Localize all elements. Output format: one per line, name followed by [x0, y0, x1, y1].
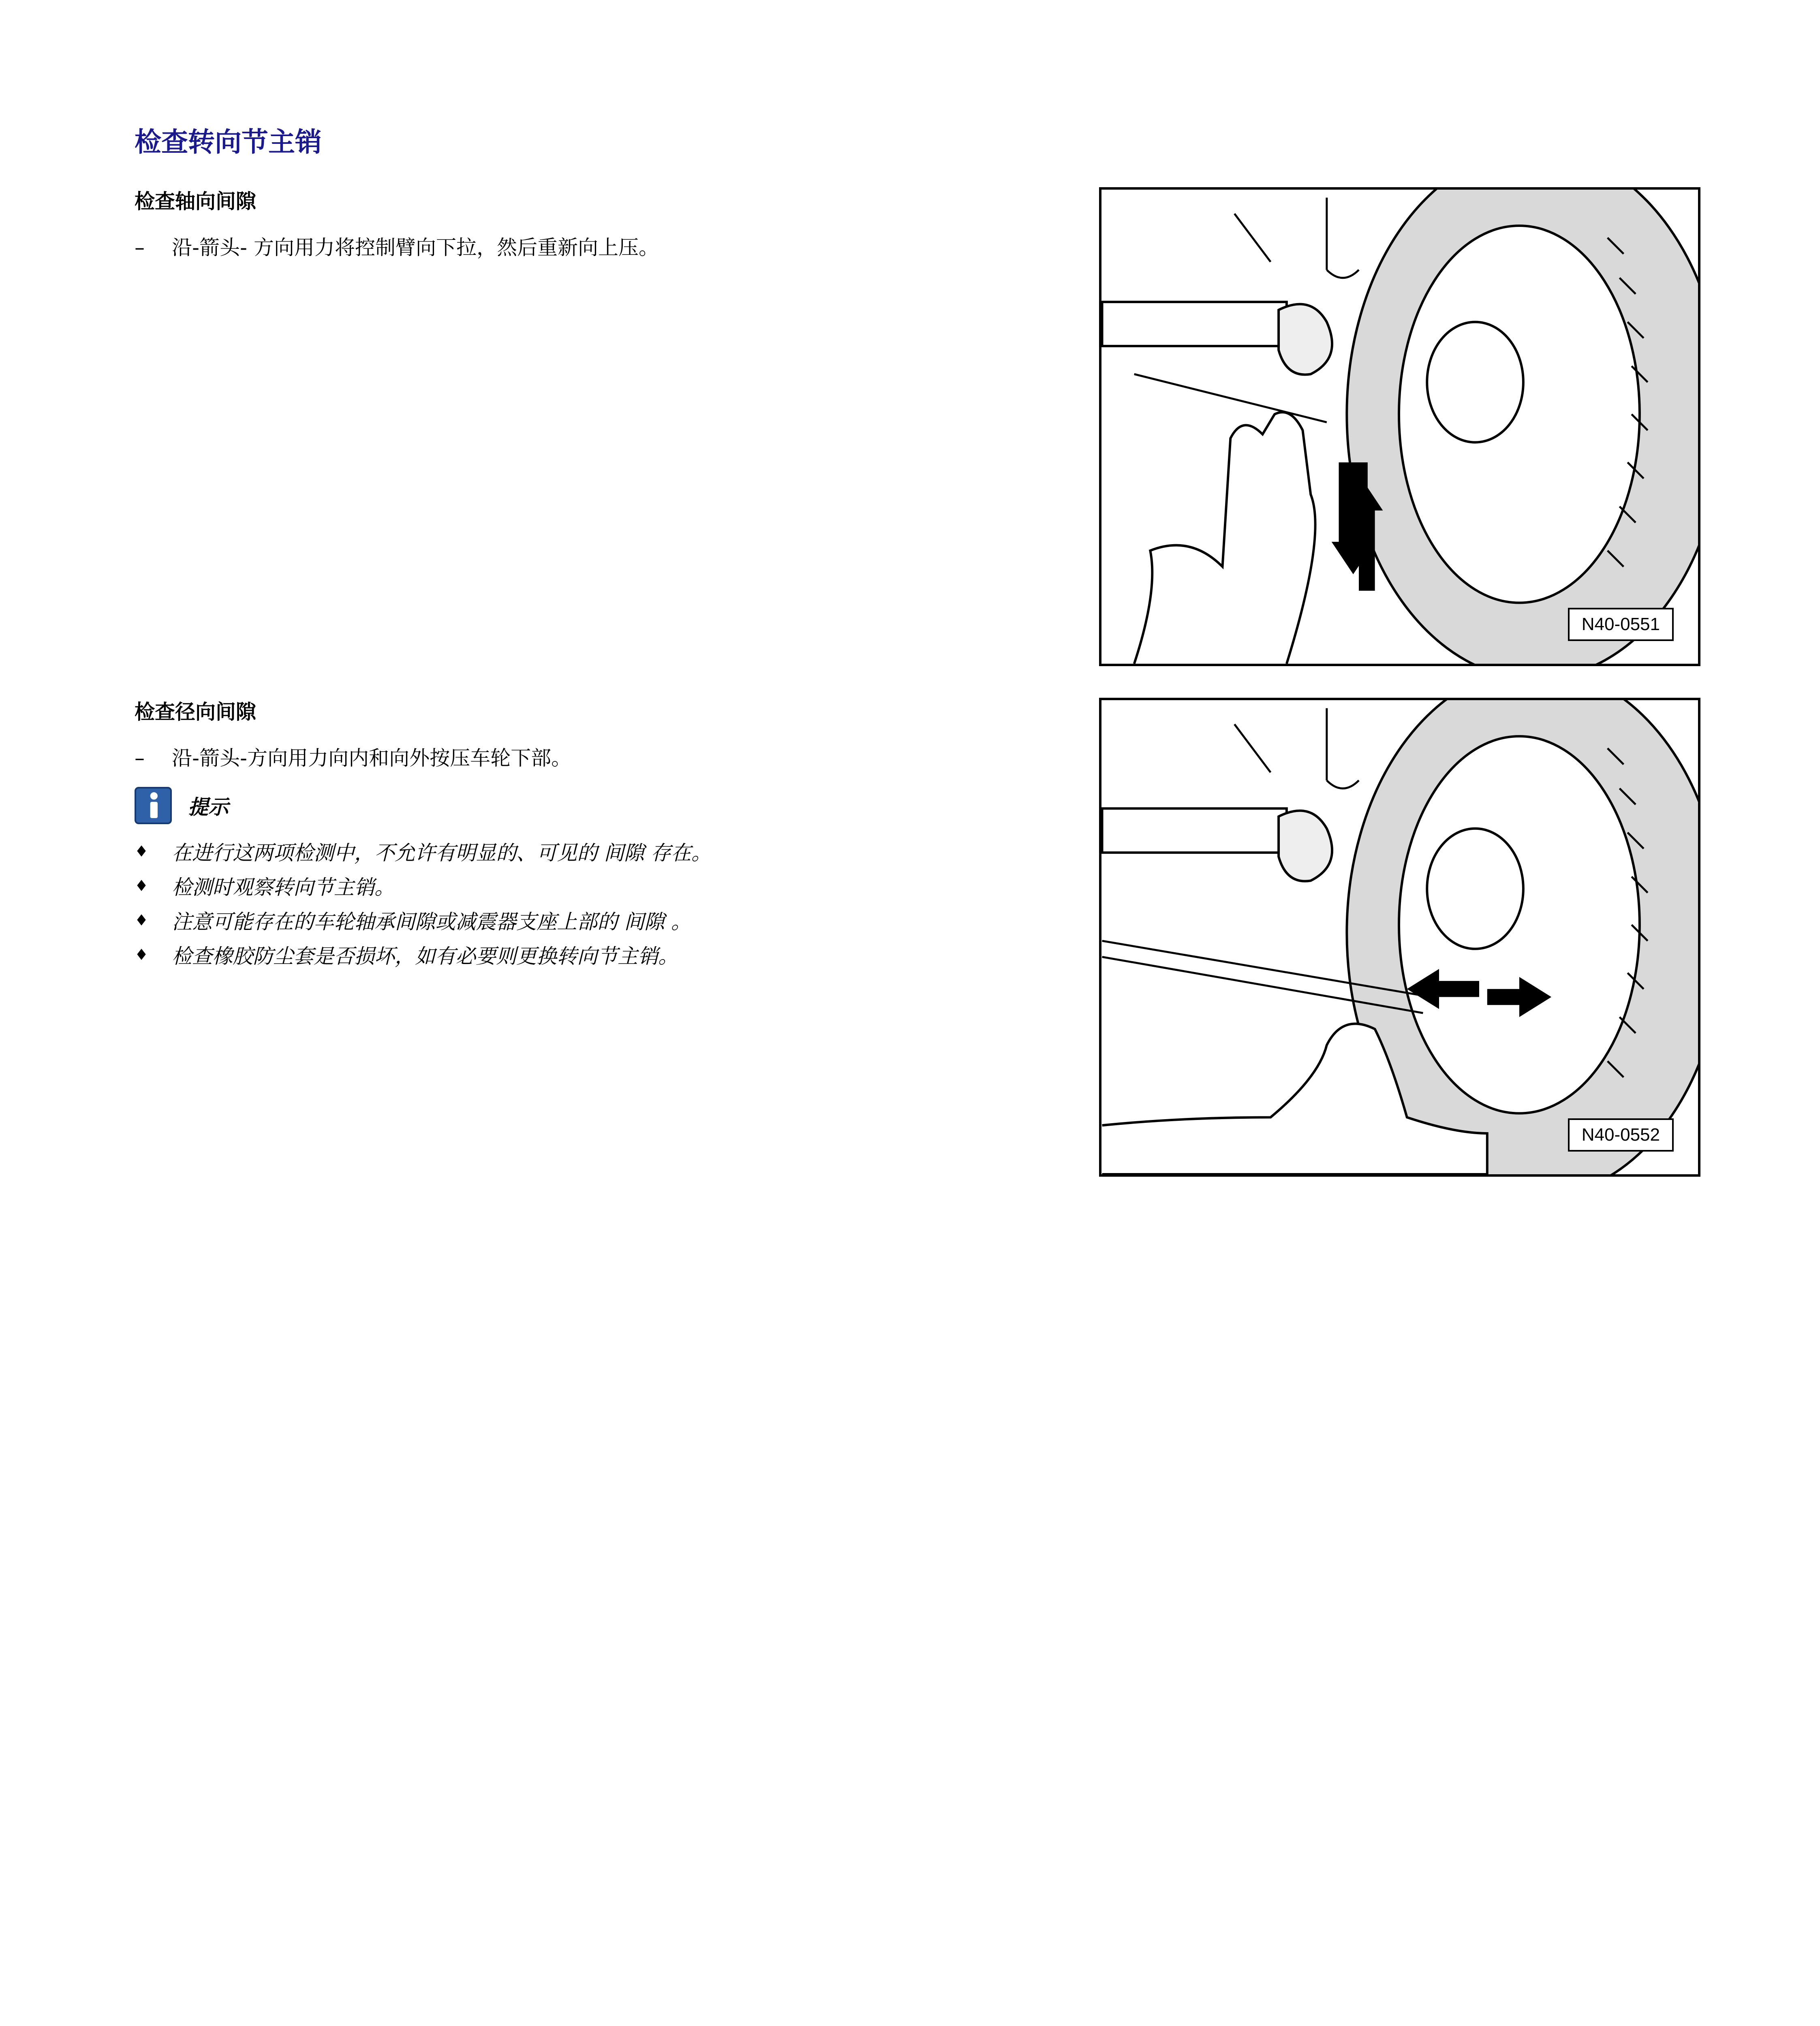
step-dash: –: [135, 236, 145, 259]
step-axial: [135, 237, 659, 258]
page-title: 检查转向节主销: [135, 126, 322, 158]
figure-label: N40-0552: [1568, 1118, 1674, 1152]
step-dash: –: [135, 746, 145, 770]
bullet-marker: ♦: [135, 876, 149, 895]
list-item: [135, 903, 712, 937]
list-item-text: 检测时观察转向节主销。: [172, 875, 395, 899]
note-list: [135, 834, 712, 972]
bullet-marker: ♦: [135, 945, 149, 964]
list-item-text: 注意可能存在的车轮轴承间隙或减震器支座上部的 间隙 。: [172, 910, 691, 934]
list-item: [135, 834, 712, 868]
bullet-marker: ♦: [135, 842, 149, 860]
figure-radial-play: [1099, 698, 1700, 1177]
list-item: [135, 937, 712, 972]
note-label: 提示: [188, 795, 229, 819]
figure-axial-play: [1099, 187, 1700, 666]
step-text: 沿-箭头- 方向用力将控制臂向下拉，然后重新向上压。: [172, 236, 659, 259]
note-header: [135, 785, 229, 826]
figure-label: N40-0551: [1568, 608, 1674, 641]
wheel-illustration: [1101, 700, 1698, 1174]
bullet-marker: ♦: [135, 911, 149, 929]
step-text: 沿-箭头-方向用力向内和向外按压车轮下部。: [172, 746, 572, 770]
info-icon: [135, 787, 172, 824]
list-item-text: 在进行这两项检测中，不允许有明显的、可见的 间隙 存在。: [172, 841, 712, 865]
step-radial: [135, 748, 571, 768]
list-item: [135, 868, 712, 903]
list-item-text: 检查橡胶防尘套是否损坏，如有必要则更换转向节主销。: [172, 944, 678, 968]
section-heading-radial: 检查径向间隙: [135, 700, 256, 724]
wheel-illustration: [1101, 190, 1698, 664]
section-heading-axial: 检查轴向间隙: [135, 190, 256, 213]
